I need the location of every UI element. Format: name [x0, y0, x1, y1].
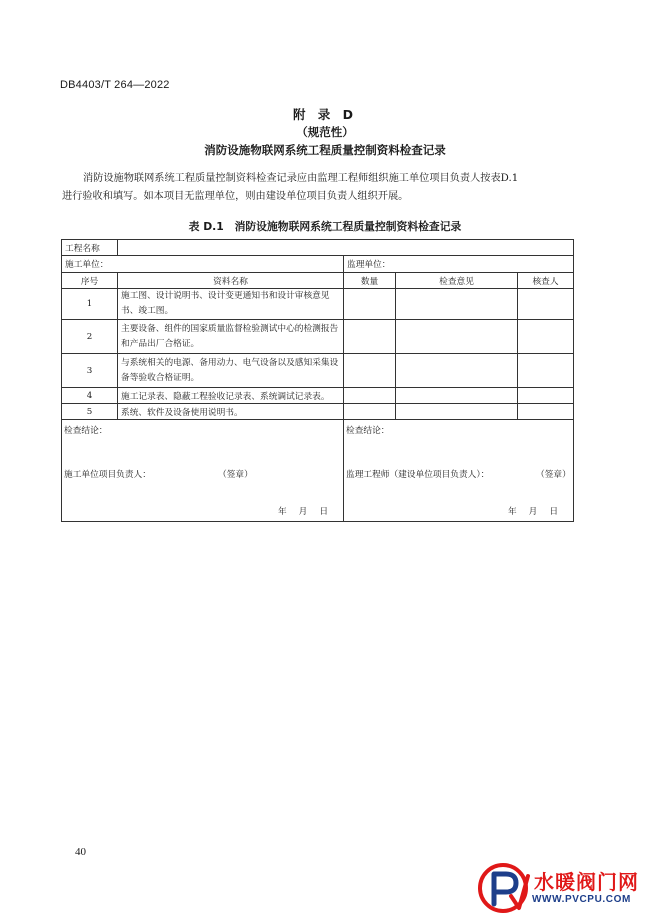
- construction-seal-label: （签章）: [218, 470, 253, 480]
- row-opinion-cell[interactable]: [396, 404, 518, 420]
- supervision-date-label: 年月日: [507, 507, 570, 517]
- conclusion-row: [62, 420, 574, 522]
- row-opinion-cell[interactable]: [396, 388, 518, 404]
- table-row: [62, 320, 574, 354]
- construction-unit-field[interactable]: [62, 256, 344, 273]
- construction-signer-label: 施工单位项目负责人：: [64, 470, 151, 480]
- row-quantity-cell[interactable]: [344, 354, 396, 388]
- watermark-text: 水暖阀门网: [534, 870, 639, 894]
- page-number: 40: [75, 846, 86, 858]
- appendix-type: （规范性）: [296, 125, 354, 139]
- body-paragraph: [62, 170, 592, 206]
- table-row: [62, 289, 574, 320]
- table-row: [62, 404, 574, 420]
- row-quantity-cell[interactable]: [344, 388, 396, 404]
- supervision-unit-field[interactable]: [344, 256, 574, 273]
- watermark-url: WWW.PVCPU.COM: [532, 894, 631, 905]
- col-header-opinion: 检查意见: [396, 273, 518, 289]
- supervision-conclusion-label: 检查结论：: [346, 426, 390, 436]
- row-inspector-cell[interactable]: [518, 388, 574, 404]
- site-watermark: [476, 862, 646, 914]
- row-seq: 1: [62, 289, 118, 320]
- pvc-logo-icon: [476, 862, 534, 914]
- supervision-seal-label: （签章）: [536, 470, 571, 480]
- table-row: [62, 388, 574, 404]
- row-quantity-cell[interactable]: [344, 289, 396, 320]
- row-doc-name: 主要设备、组件的国家质量监督检验测试中心的检测报告和产品出厂合格证。: [118, 320, 344, 354]
- supervision-conclusion-cell[interactable]: [344, 420, 574, 522]
- project-name-row: [62, 240, 574, 256]
- row-quantity-cell[interactable]: [344, 320, 396, 354]
- inspection-record-table: [61, 239, 574, 522]
- project-name-value[interactable]: [118, 240, 574, 256]
- table-row: [62, 354, 574, 388]
- appendix-title: 附 录 D: [292, 107, 358, 122]
- row-doc-name: 施工图、设计说明书、设计变更通知书和设计审核意见书、竣工图。: [118, 289, 344, 320]
- construction-conclusion-label: 检查结论：: [64, 426, 108, 436]
- row-inspector-cell[interactable]: [518, 289, 574, 320]
- row-quantity-cell[interactable]: [344, 404, 396, 420]
- row-opinion-cell[interactable]: [396, 320, 518, 354]
- row-opinion-cell[interactable]: [396, 354, 518, 388]
- supervision-signer-label: 监理工程师（建设单位项目负责人）：: [346, 470, 490, 480]
- body-line-2: 进行验收和填写。如本项目无监理单位，则由建设单位项目负责人组织开展。: [62, 191, 409, 202]
- supervision-unit-label: 监理单位：: [347, 260, 391, 270]
- row-seq: 5: [62, 404, 118, 420]
- row-inspector-cell[interactable]: [518, 404, 574, 420]
- col-header-quantity: 数量: [344, 273, 396, 289]
- header-row: [62, 273, 574, 289]
- body-line-1: 消防设施物联网系统工程质量控制资料检查记录应由监理工程师组织施工单位项目负责人按表D.1: [83, 173, 519, 184]
- appendix-heading: 消防设施物联网系统工程质量控制资料检查记录: [204, 143, 446, 157]
- document-code: DB4403/T 264—2022: [60, 79, 170, 91]
- row-seq: 2: [62, 320, 118, 354]
- construction-conclusion-cell[interactable]: [62, 420, 344, 522]
- project-name-label: 工程名称: [62, 240, 118, 256]
- row-inspector-cell[interactable]: [518, 320, 574, 354]
- col-header-doc-name: 资料名称: [118, 273, 344, 289]
- row-doc-name: 与系统相关的电源、备用动力、电气设备以及感知采集设备等验收合格证明。: [118, 354, 344, 388]
- col-header-seq: 序号: [62, 273, 118, 289]
- row-seq: 3: [62, 354, 118, 388]
- construction-date-label: 年月日: [277, 507, 340, 517]
- row-doc-name: 施工记录表、隐蔽工程验收记录表、系统调试记录表。: [118, 388, 344, 404]
- col-header-inspector: 核查人: [518, 273, 574, 289]
- table-caption: 表 D.1 消防设施物联网系统工程质量控制资料检查记录: [188, 220, 462, 233]
- row-seq: 4: [62, 388, 118, 404]
- units-row: [62, 256, 574, 273]
- construction-unit-label: 施工单位：: [65, 260, 109, 270]
- row-opinion-cell[interactable]: [396, 289, 518, 320]
- row-inspector-cell[interactable]: [518, 354, 574, 388]
- row-doc-name: 系统、软件及设备使用说明书。: [118, 404, 344, 420]
